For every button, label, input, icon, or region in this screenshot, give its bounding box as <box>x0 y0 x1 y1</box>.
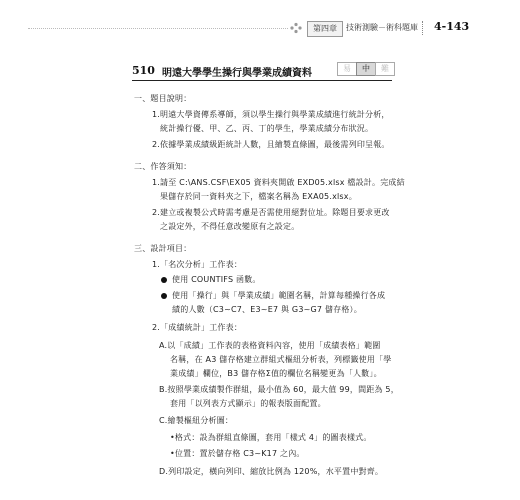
question-title: 明遠大學學生操行與學業成績資料 <box>162 68 312 79</box>
description-item-1-line-1: 1.明遠大學資傳系導師，須以學生操行與學業成績進行統計分析， <box>152 110 390 119</box>
instruction-item-2-line-2: 之設定外，不得任意改變原有之設定。 <box>160 222 300 231</box>
instruction-item-2-line-1: 2.建立或複製公式時需考慮是否需使用絕對位址。除題目要求更改 <box>152 208 390 217</box>
design-step-b-line-2: 套用「以列表方式顯示」的報表版面配置。 <box>170 399 326 408</box>
difficulty-indicator <box>338 62 395 76</box>
design-step-b-line-1: B.按照學業成績製作群組，最小值為 60，最大值 99，間距為 5， <box>159 385 399 394</box>
title-underline <box>132 80 392 81</box>
header-dotted-rule <box>28 28 288 29</box>
question-number: 510 <box>132 64 155 77</box>
difficulty-medium: 中 <box>356 62 376 76</box>
section-title: 技術測驗－術科題庫 <box>346 21 423 35</box>
description-item-1-line-2: 統計操行優、甲、乙、丙、丁的學生，學業成績分布狀況。 <box>160 124 374 133</box>
description-item-2: 2.依據學業成績級距統計人數，且繪製直條圖，最後需列印呈報。 <box>152 140 390 149</box>
design-item-1: 1.「名次分析」工作表： <box>152 260 243 269</box>
dots-decoration-icon <box>289 21 303 35</box>
design-step-a-line-3: 業成績」欄位，B3 儲存格Σ值的欄位名稱變更為「人數」。 <box>170 369 382 378</box>
page-number: 4-143 <box>434 20 470 33</box>
design-item-1-bullet-2-line-1: 使用「操行」與「學業成績」範圍名稱，計算每種操行各成 <box>172 291 386 300</box>
bullet-icon <box>161 277 167 283</box>
section-heading-design: 三、設計項目： <box>134 244 192 253</box>
bullet-icon <box>161 293 167 299</box>
instruction-item-1-line-1: 1.請至 C:\ANS.CSF\EX05 資料夾開啟 EXD05.xlsx 檔設計。完成結 <box>152 178 405 187</box>
difficulty-hard: 難 <box>375 62 395 76</box>
design-step-c: C.繪製樞紐分析圖： <box>159 416 234 425</box>
design-step-c-format: •格式：設為群組直條圖，套用「樣式 4」的圖表樣式。 <box>170 433 372 442</box>
design-item-1-bullet-2-line-2: 績的人數（C3~C7、E3~E7 與 G3~G7 儲存格）。 <box>172 305 362 314</box>
design-step-d: D.列印設定，橫向列印、縮放比例為 120%，水平置中對齊。 <box>159 467 384 476</box>
design-item-1-bullet-1: 使用 COUNTIFS 函數。 <box>172 275 261 284</box>
chapter-tab: 第四章 <box>307 21 343 37</box>
design-step-c-position: •位置：置於儲存格 C3~K17 之內。 <box>170 449 305 458</box>
section-heading-description: 一、題目說明： <box>134 94 192 103</box>
difficulty-easy: 易 <box>337 62 357 76</box>
section-heading-instructions: 二、作答須知： <box>134 162 192 171</box>
instruction-item-1-line-2: 果儲存於同一資料夾之下，檔案名稱為 EXA05.xlsx。 <box>160 192 357 201</box>
design-item-2: 2.「成績統計」工作表： <box>152 323 243 332</box>
design-step-a-line-2: 名稱，在 A3 儲存格建立群組式樞紐分析表，列標籤使用「學 <box>170 355 392 364</box>
design-step-a-line-1: A.以「成績」工作表的表格資料內容，使用「成績表格」範圍 <box>159 341 381 350</box>
